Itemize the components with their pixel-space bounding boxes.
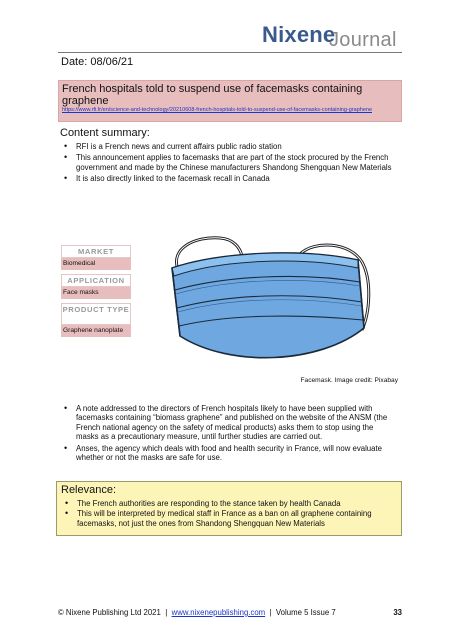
- category-panel: [61, 245, 131, 337]
- article-date: Date: 08/06/21: [61, 56, 134, 68]
- footer-copyright: © Nixene Publishing Ltd 2021: [58, 608, 161, 617]
- category-header-market: MARKET: [61, 245, 131, 258]
- footer-website-link[interactable]: www.nixenepublishing.com: [171, 608, 266, 617]
- facemask-image: [150, 232, 390, 372]
- journal-logo: [262, 22, 412, 52]
- article-title-box: [58, 80, 402, 122]
- summary-heading: Content summary:: [60, 127, 150, 139]
- list-item: • This announcement applies to facemasks that are part of the stock procured by the French government and made by the Chinese manufacturers Shandong Shengquan New Materials: [62, 153, 392, 172]
- logo-journal: Journal: [329, 29, 397, 51]
- footer-issue: Volume 5 Issue 7: [275, 608, 336, 617]
- article-title: French hospitals told to suspend use of facemasks containing graphene: [62, 83, 363, 107]
- category-value-market: Biomedical: [61, 258, 131, 270]
- relevance-heading: Relevance:: [61, 484, 117, 496]
- page-footer: [58, 608, 402, 617]
- list-item: • RFI is a French news and current affairs public radio station: [62, 142, 392, 151]
- category-value-application: Face masks: [61, 287, 131, 299]
- category-header-product-type: PRODUCT TYPE: [61, 303, 131, 325]
- page-number: 33: [393, 608, 402, 617]
- list-item: • This will be interpreted by medical staff in France as a ban on all graphene containing facemasks, not just the ones from Shandong Shengquan New Materials: [63, 509, 393, 528]
- details-list: [62, 404, 392, 464]
- logo-nixene: Nixene: [262, 22, 336, 47]
- category-value-product-type: Graphene nanoplate: [61, 325, 131, 337]
- list-item: • The French authorities are responding to the stance taken by health Canada: [63, 499, 393, 508]
- image-caption: Facemask. Image credit: Pixabay: [300, 377, 398, 384]
- category-header-application: APPLICATION: [61, 274, 131, 287]
- relevance-box: [56, 481, 402, 536]
- list-item: • Anses, the agency which deals with food and health security in France, will now evaluate whether or not the masks are safe for use.: [62, 444, 392, 463]
- list-item: • It is also directly linked to the facemask recall in Canada: [62, 174, 392, 183]
- list-item: • A note addressed to the directors of French hospitals likely to have been supplied with facemasks containing “biomass graphene” and published on the website of the ANSM (the French national agency on the safety of medical products) asks them to stop using the masks as a precautionary measure, until further studies are carried out.: [62, 404, 392, 442]
- header-rule: [58, 52, 402, 53]
- summary-list: [62, 142, 392, 186]
- footer-separator: |: [269, 608, 272, 617]
- footer-separator: |: [165, 608, 168, 617]
- relevance-list: [63, 499, 393, 529]
- article-link[interactable]: https://www.rfi.fr/en/science-and-technology/20210608-french-hospitals-told-to-suspend-use-of-facemasks-containing-graphene: [62, 107, 372, 113]
